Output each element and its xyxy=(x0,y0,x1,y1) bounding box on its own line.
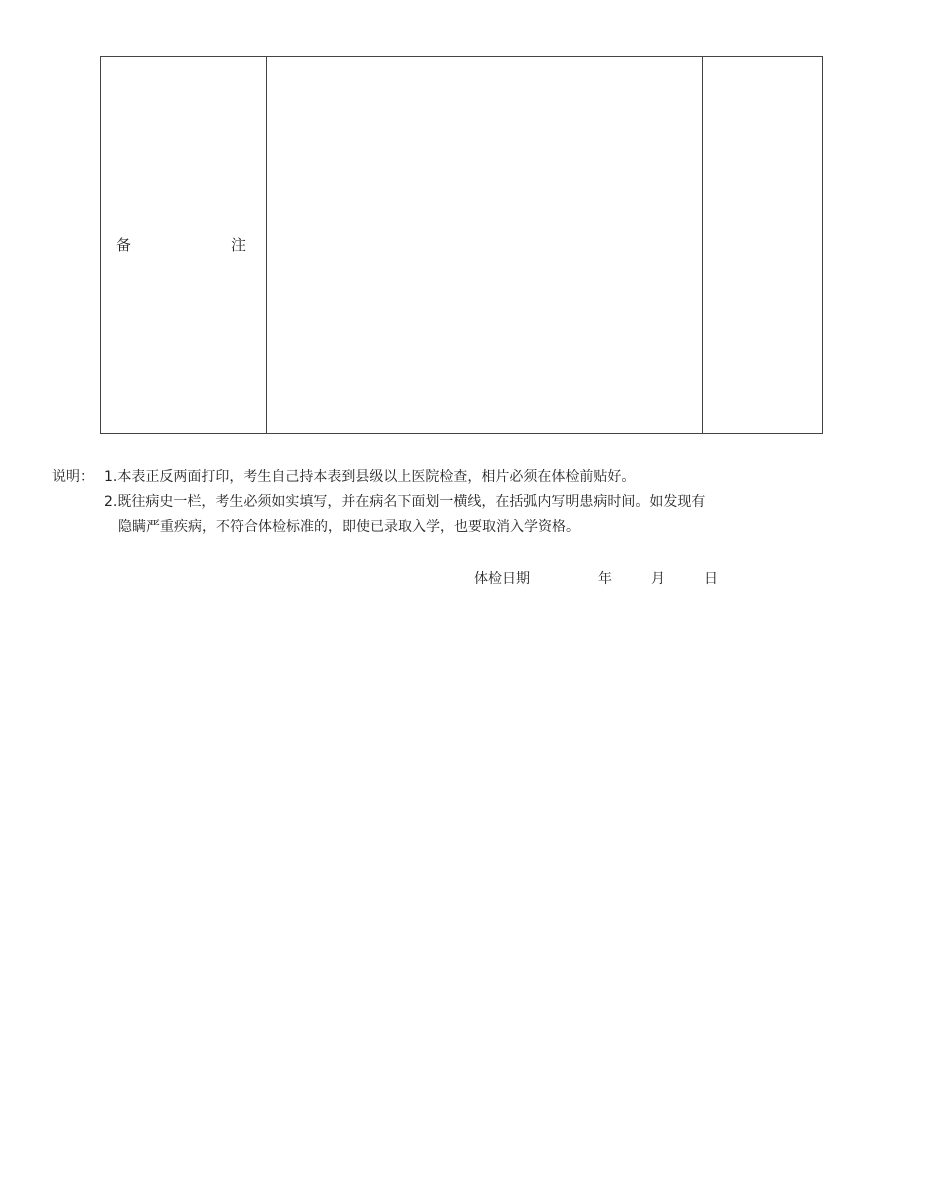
remarks-sign-cell[interactable] xyxy=(703,57,822,433)
remarks-table xyxy=(100,56,823,434)
exam-date-day-label: 日 xyxy=(704,571,718,587)
remarks-label-cell xyxy=(101,57,267,433)
instruction-item-2-continued: 隐瞒严重疾病，不符合体检标准的，即使已录取入学，也要取消入学资格。 xyxy=(118,519,580,535)
exam-date-year-label: 年 xyxy=(598,571,612,587)
instructions-title: 说明： xyxy=(52,469,94,485)
remarks-content-cell[interactable] xyxy=(267,57,703,433)
instruction-item-2: 2.既往病史一栏，考生必须如实填写，并在病名下面划一横线，在括弧内写明患病时间。如发现有 xyxy=(104,494,706,510)
exam-date-label: 体检日期 xyxy=(474,571,530,587)
remarks-label-char-1: 备 xyxy=(116,236,132,254)
remarks-label-char-2: 注 xyxy=(231,236,247,254)
instruction-item-1: 1.本表正反两面打印，考生自己持本表到县级以上医院检查，相片必须在体检前贴好。 xyxy=(104,469,636,485)
exam-date-month-label: 月 xyxy=(651,571,665,587)
